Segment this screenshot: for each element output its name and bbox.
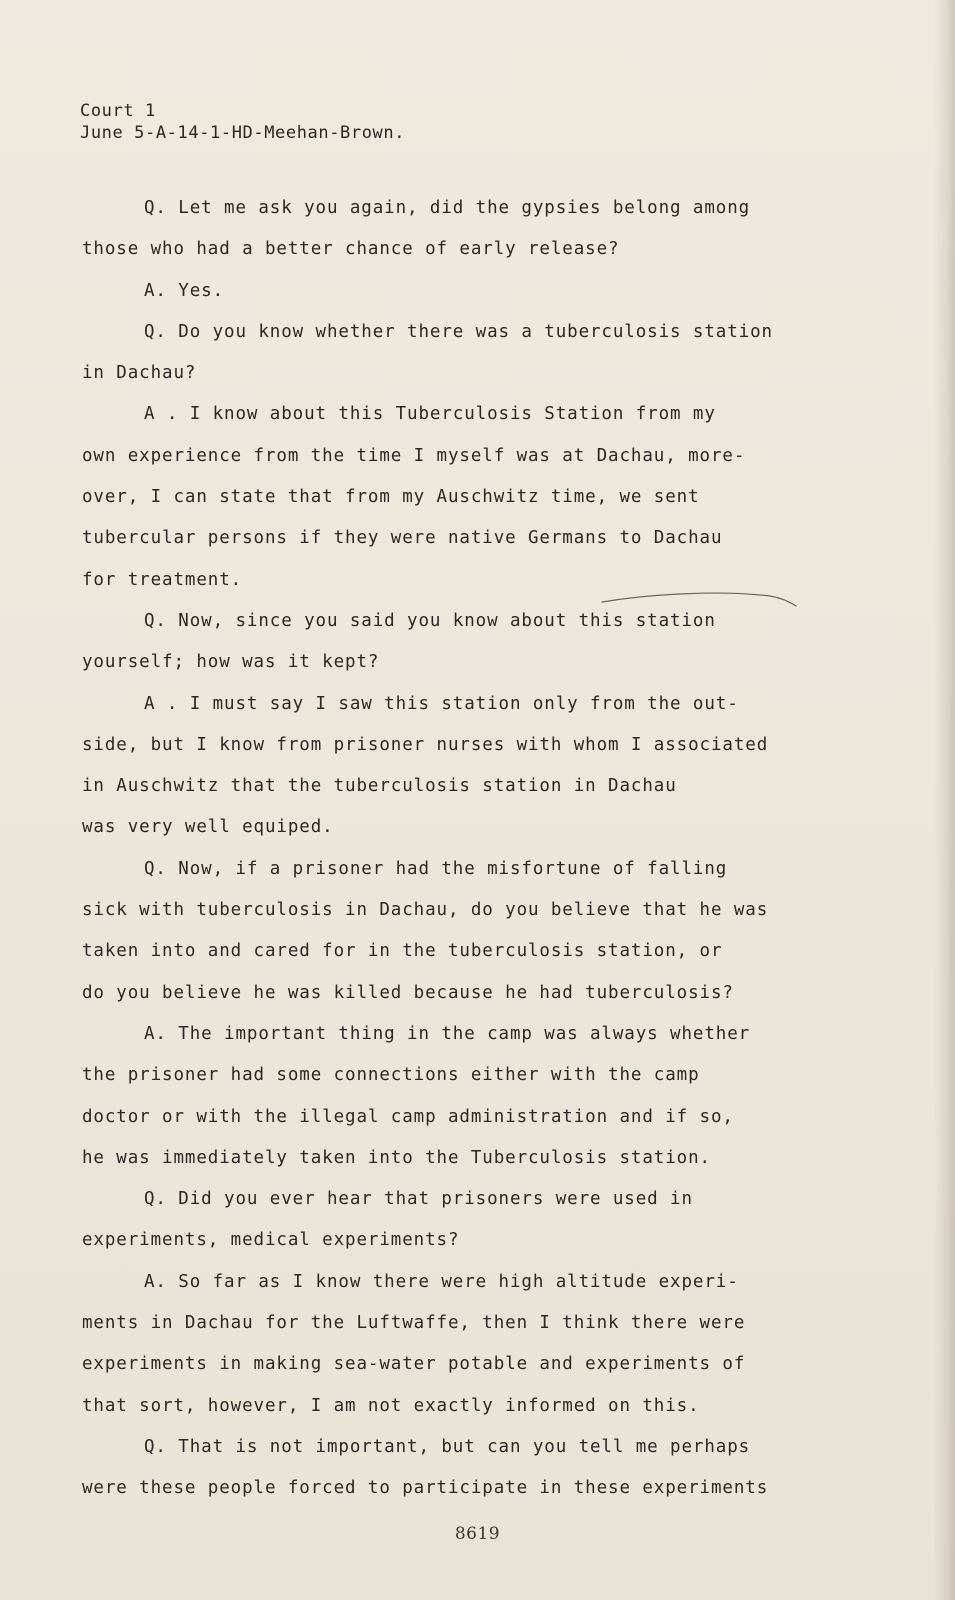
transcript-line: experiments, medical experiments?	[82, 1230, 460, 1251]
transcript-line: over, I can state that from my Auschwitz time, we sent	[82, 487, 700, 508]
transcript-line: own experience from the time I myself was at Dachau, more-	[82, 445, 746, 466]
transcript-line: sick with tuberculosis in Dachau, do you believe that he was	[82, 900, 769, 921]
transcript-paragraph	[82, 394, 842, 600]
transcript-paragraph	[82, 188, 842, 271]
transcript-line: Q. Let me ask you again, did the gypsies belong among	[144, 198, 751, 218]
transcript-paragraph	[82, 1427, 842, 1510]
transcript-line: experiments in making sea-water potable and experiments of	[82, 1354, 746, 1375]
transcript-line: Q. That is not important, but can you tell me perhaps	[144, 1436, 751, 1457]
transcript-line: Q. Did you ever hear that prisoners were used in	[144, 1189, 693, 1210]
transcript-paragraph	[82, 312, 842, 395]
transcript-line: A. So far as I know there were high altitude experi-	[144, 1271, 739, 1292]
transcript-line: A . I know about this Tuberculosis Station from my	[144, 404, 716, 425]
transcript-line: do you believe he was killed because he had tuberculosis?	[82, 982, 734, 1003]
transcript-paragraph	[82, 684, 842, 849]
transcript-line: A. Yes.	[144, 280, 225, 301]
transcript-line: Q. Do you know whether there was a tuberculosis station	[144, 321, 773, 342]
transcript-line: taken into and cared for in the tuberculosis station, or	[82, 941, 723, 962]
transcript-line: was very well equiped.	[82, 817, 334, 838]
transcript-paragraph	[82, 271, 842, 312]
transcript-line: yourself; how was it kept?	[82, 652, 380, 673]
transcript-paragraph	[82, 1262, 842, 1427]
court-label: Court 1	[80, 101, 156, 121]
transcript-line: the prisoner had some connections either with the camp	[82, 1065, 700, 1086]
transcript-body	[82, 188, 842, 1510]
transcript-line: that sort, however, I am not exactly informed on this.	[82, 1395, 700, 1416]
transcript-line: in Auschwitz that the tuberculosis station in Dachau	[82, 776, 677, 797]
transcript-line: doctor or with the illegal camp administration and if so,	[82, 1106, 734, 1127]
transcript-paragraph	[82, 601, 842, 684]
transcript-line: ments in Dachau for the Luftwaffe, then I think there were	[82, 1313, 746, 1334]
transcript-line: tubercular persons if they were native Germans to Dachau	[82, 528, 723, 549]
transcript-line: A. The important thing in the camp was always whether	[144, 1023, 751, 1044]
transcript-paragraph	[82, 849, 842, 1014]
session-reference: June 5-A-14-1-HD-Meehan-Brown.	[80, 123, 406, 143]
document-header	[80, 100, 405, 144]
transcript-line: for treatment.	[82, 569, 243, 590]
transcript-line: side, but I know from prisoner nurses with whom I associated	[82, 734, 769, 755]
page-edge-shadow	[933, 0, 955, 1600]
page-number: 8619	[454, 1524, 501, 1544]
transcript-line: Q. Now, if a prisoner had the misfortune of falling	[144, 858, 728, 879]
transcript-line: in Dachau?	[82, 363, 197, 384]
transcript-line: were these people forced to participate in these experiments	[82, 1478, 769, 1499]
transcript-line: he was immediately taken into the Tuberculosis station.	[82, 1147, 711, 1168]
transcript-line: Q. Now, since you said you know about this station	[144, 610, 716, 631]
transcript-line: A . I must say I saw this station only from the out-	[144, 693, 739, 714]
transcript-paragraph	[82, 1014, 842, 1179]
transcript-paragraph	[82, 1179, 842, 1262]
transcript-line: those who had a better chance of early release?	[82, 239, 620, 260]
pencil-underline-mark	[600, 580, 798, 608]
